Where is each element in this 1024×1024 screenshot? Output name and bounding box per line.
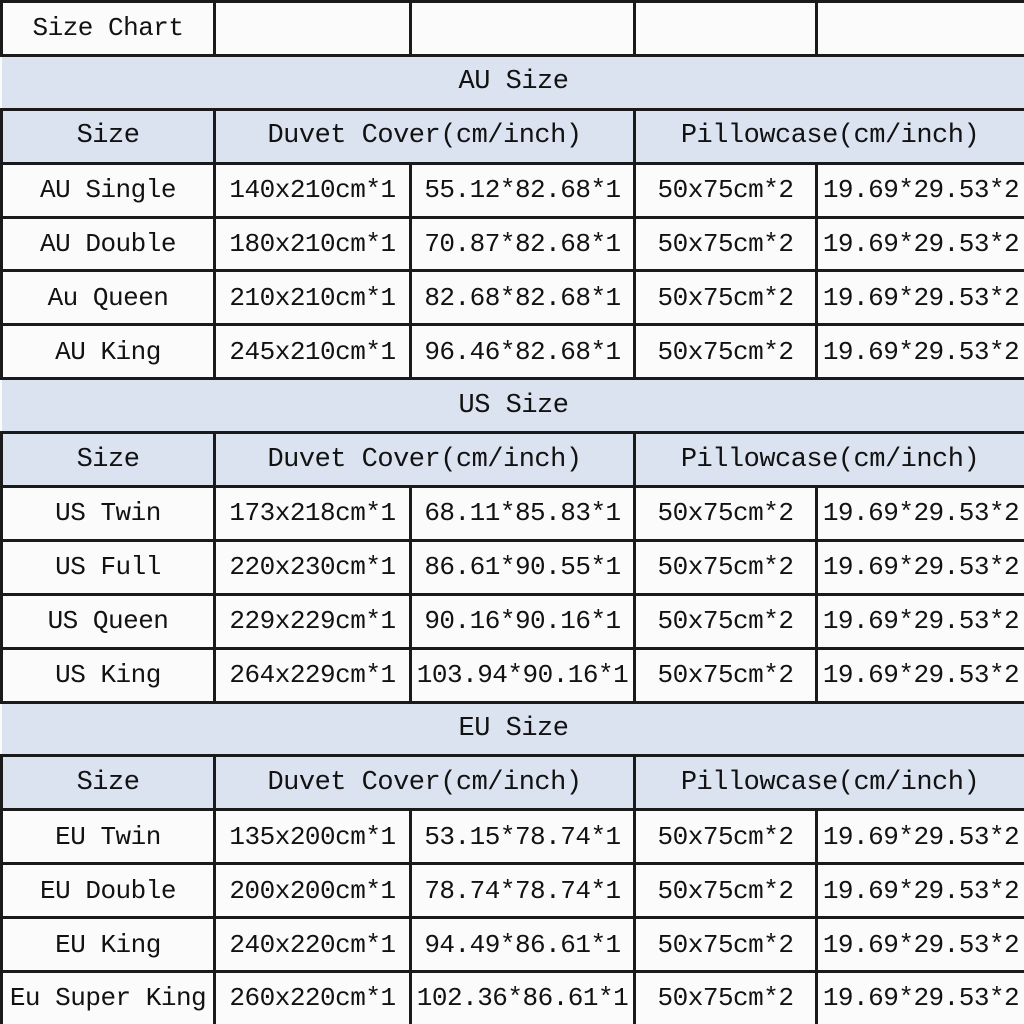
size-cell: US Full (2, 540, 215, 594)
size-cell: US King (2, 648, 215, 702)
size-cell: AU Double (2, 217, 215, 271)
column-header-size: Size (2, 109, 215, 163)
pillow-inch-cell: 19.69*29.53*2 (817, 864, 1024, 918)
pillow-cm-cell: 50x75cm*2 (635, 325, 817, 379)
duvet-cm-cell: 229x229cm*1 (215, 594, 411, 648)
empty-cell (635, 2, 817, 56)
duvet-inch-cell: 102.36*86.61*1 (411, 972, 635, 1024)
duvet-cm-cell: 245x210cm*1 (215, 325, 411, 379)
empty-cell (215, 2, 411, 56)
table-row (2, 918, 1024, 972)
column-header-pillowcase: Pillowcase(cm/inch) (635, 756, 1024, 810)
size-cell: AU Single (2, 163, 215, 217)
size-cell: AU King (2, 325, 215, 379)
duvet-cm-cell: 180x210cm*1 (215, 217, 411, 271)
duvet-cm-cell: 135x200cm*1 (215, 810, 411, 864)
pillow-cm-cell: 50x75cm*2 (635, 864, 817, 918)
pillow-inch-cell: 19.69*29.53*2 (817, 972, 1024, 1024)
pillow-cm-cell: 50x75cm*2 (635, 540, 817, 594)
duvet-cm-cell: 200x200cm*1 (215, 864, 411, 918)
pillow-inch-cell: 19.69*29.53*2 (817, 648, 1024, 702)
duvet-inch-cell: 55.12*82.68*1 (411, 163, 635, 217)
pillow-inch-cell: 19.69*29.53*2 (817, 810, 1024, 864)
empty-cell (411, 2, 635, 56)
pillow-inch-cell: 19.69*29.53*2 (817, 271, 1024, 325)
duvet-inch-cell: 94.49*86.61*1 (411, 918, 635, 972)
duvet-inch-cell: 96.46*82.68*1 (411, 325, 635, 379)
duvet-inch-cell: 82.68*82.68*1 (411, 271, 635, 325)
duvet-cm-cell: 260x220cm*1 (215, 972, 411, 1024)
duvet-inch-cell: 70.87*82.68*1 (411, 217, 635, 271)
duvet-cm-cell: 173x218cm*1 (215, 487, 411, 541)
pillow-cm-cell: 50x75cm*2 (635, 918, 817, 972)
column-header-pillowcase: Pillowcase(cm/inch) (635, 109, 1024, 163)
duvet-cm-cell: 210x210cm*1 (215, 271, 411, 325)
table-title: Size Chart (2, 2, 215, 56)
table-row (2, 217, 1024, 271)
size-cell: Au Queen (2, 271, 215, 325)
column-header-size: Size (2, 433, 215, 487)
duvet-inch-cell: 90.16*90.16*1 (411, 594, 635, 648)
table-row (2, 271, 1024, 325)
pillow-cm-cell: 50x75cm*2 (635, 487, 817, 541)
empty-cell (817, 2, 1024, 56)
pillow-inch-cell: 19.69*29.53*2 (817, 540, 1024, 594)
column-header-duvet: Duvet Cover(cm/inch) (215, 109, 635, 163)
pillow-inch-cell: 19.69*29.53*2 (817, 918, 1024, 972)
duvet-inch-cell: 103.94*90.16*1 (411, 648, 635, 702)
pillow-cm-cell: 50x75cm*2 (635, 217, 817, 271)
section-band-row-au (2, 55, 1024, 109)
table-row (2, 163, 1024, 217)
column-header-row (2, 756, 1024, 810)
pillow-cm-cell: 50x75cm*2 (635, 594, 817, 648)
pillow-inch-cell: 19.69*29.53*2 (817, 163, 1024, 217)
duvet-cm-cell: 240x220cm*1 (215, 918, 411, 972)
duvet-cm-cell: 264x229cm*1 (215, 648, 411, 702)
pillow-cm-cell: 50x75cm*2 (635, 163, 817, 217)
duvet-inch-cell: 68.11*85.83*1 (411, 487, 635, 541)
table-row (2, 864, 1024, 918)
size-cell: US Queen (2, 594, 215, 648)
column-header-duvet: Duvet Cover(cm/inch) (215, 433, 635, 487)
duvet-inch-cell: 78.74*78.74*1 (411, 864, 635, 918)
section-band-row-eu (2, 702, 1024, 756)
table-row (2, 540, 1024, 594)
size-cell: Eu Super King (2, 972, 215, 1024)
pillow-inch-cell: 19.69*29.53*2 (817, 487, 1024, 541)
column-header-size: Size (2, 756, 215, 810)
section-title-au: AU Size (2, 55, 1024, 109)
duvet-cm-cell: 220x230cm*1 (215, 540, 411, 594)
section-band-row-us (2, 379, 1024, 433)
pillow-cm-cell: 50x75cm*2 (635, 271, 817, 325)
pillow-cm-cell: 50x75cm*2 (635, 648, 817, 702)
pillow-inch-cell: 19.69*29.53*2 (817, 325, 1024, 379)
column-header-duvet: Duvet Cover(cm/inch) (215, 756, 635, 810)
column-header-row (2, 433, 1024, 487)
size-cell: EU Twin (2, 810, 215, 864)
size-cell: US Twin (2, 487, 215, 541)
pillow-inch-cell: 19.69*29.53*2 (817, 594, 1024, 648)
pillow-cm-cell: 50x75cm*2 (635, 972, 817, 1024)
table-row (2, 648, 1024, 702)
size-cell: EU Double (2, 864, 215, 918)
duvet-inch-cell: 86.61*90.55*1 (411, 540, 635, 594)
table-row (2, 325, 1024, 379)
pillow-inch-cell: 19.69*29.53*2 (817, 217, 1024, 271)
section-title-us: US Size (2, 379, 1024, 433)
table-row (2, 972, 1024, 1024)
pillow-cm-cell: 50x75cm*2 (635, 810, 817, 864)
column-header-row (2, 109, 1024, 163)
section-title-eu: EU Size (2, 702, 1024, 756)
duvet-cm-cell: 140x210cm*1 (215, 163, 411, 217)
column-header-pillowcase: Pillowcase(cm/inch) (635, 433, 1024, 487)
table-row (2, 594, 1024, 648)
table-row (2, 810, 1024, 864)
duvet-inch-cell: 53.15*78.74*1 (411, 810, 635, 864)
size-cell: EU King (2, 918, 215, 972)
title-row (2, 2, 1024, 56)
table-row (2, 487, 1024, 541)
